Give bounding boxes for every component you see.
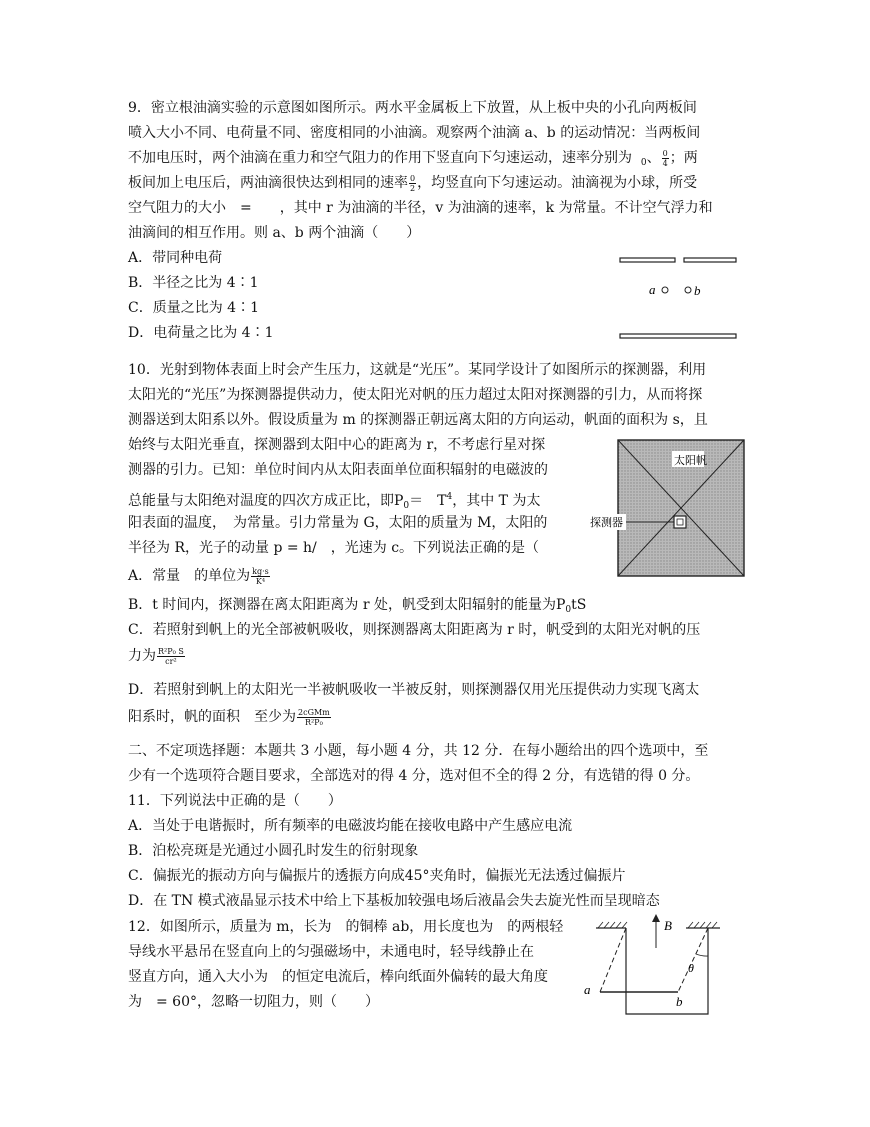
q10-line-7: 阳表面的温度， 为常量。引力常量为 G，太阳的质量为 M，太阳的: [128, 515, 548, 531]
lower-plate: [620, 334, 736, 338]
q9-v0: $_0$、 $\frac{0}{4}$: [640, 148, 668, 168]
q10-option-a-text: A．常量 的单位为: [128, 568, 251, 584]
q10-option-b-sub: 0: [565, 605, 572, 615]
q9-line-3-text: 不加电压时，两个油滴在重力和空气阻力的作用下竖直向下匀速运动，速率分别为: [128, 150, 632, 166]
probe-box: [674, 516, 686, 528]
q10-line-3: 测器送到太阳系以外。假设质量为 m 的探测器正朝远离太阳的方向运动，帆面的面积为 s，且: [128, 412, 708, 428]
q10-sigma-t: ＝ T: [409, 493, 447, 509]
left-wire-deflected: [600, 928, 626, 992]
q9-option-b: B．半径之比为 4∶1: [128, 275, 259, 291]
q9-option-a: A．带同种电荷: [128, 250, 223, 266]
right-wire-deflected: [678, 928, 708, 992]
q9-line-5: 空气阻力的大小 = ，其中 r 为油滴的半径，v 为油滴的速率，k 为常量。不计空气浮力和: [128, 200, 713, 216]
q9-line-4: [128, 173, 743, 193]
droplet-b: [685, 287, 691, 293]
rod-end-a: a: [584, 982, 591, 997]
q10-line-1: 10．光射到物体表面上时会产生压力，这就是“光压”。某同学设计了如图所示的探测器，利用: [128, 362, 707, 378]
q10-option-c-frac: $\frac{\text{R²P₀ S}}{\text{cr²}}$: [158, 646, 184, 666]
q11-option-c: C．偏振光的振动方向与偏振片的透振方向成45°夹角时，偏振光无法透过偏振片: [128, 868, 626, 884]
q10-line-6-tail: ，其中 T 为太: [452, 493, 541, 509]
q10-option-b-text: B．t 时间内，探测器在离太阳距离为 r 处，帆受到太阳辐射的能量为P: [128, 597, 566, 613]
section2-line-1: 二、不定项选择题：本题共 3 小题，每小题 4 分，共 12 分．在每小题给出的四个选项中，至: [128, 743, 709, 759]
q9-rate-sep: ；两: [669, 150, 698, 166]
q10-option-c-line-1: C．若照射到帆上的光全部被帆吸收，则探测器离太阳距离为 r 时，帆受到的太阳光对帆的压: [128, 622, 701, 638]
q10-option-c-line-2: [128, 646, 186, 666]
q10-p0-sub: 0: [403, 501, 410, 511]
q10-t4-sup: 4: [446, 492, 453, 502]
q9-line-4-tail: ，均竖直向下匀速运动。油滴视为小球，所受: [417, 175, 698, 191]
wire-frame: [626, 928, 708, 1014]
q11-option-b: B．泊松亮斑是光通过小圆孔时发生的衍射现象: [128, 843, 419, 859]
q10-line-2: 太阳光的“光压”为探测器提供动力，使太阳光对帆的压力超过太阳对探测器的引力，从而将探: [128, 387, 703, 403]
theta-arc: [696, 954, 708, 956]
q9-line-3: [128, 148, 743, 173]
q10-option-d-line-1: D．若照射到帆上的太阳光一半被帆吸收一半被反射，则探测器仅用光压提供动力实现飞离太: [128, 682, 700, 698]
q12-line-4: 为 = 60°，忽略一切阻力，则（ ）: [128, 994, 379, 1010]
q9-v0-sub: 0: [640, 158, 647, 168]
q10-line-6: [128, 487, 583, 516]
q10-line-5: 测器的引力。已知：单位时间内从太阳表面单位面积辐射的电磁波的: [128, 462, 548, 478]
sail-label: 太阳帆: [674, 454, 707, 467]
upper-plate-right: [684, 258, 736, 262]
q9-line-1: 9．密立根油滴实验的示意图如图所示。两水平金属板上下放置，从上板中央的小孔向两板间: [128, 100, 697, 116]
q9-option-d: D．电荷量之比为 4∶1: [128, 325, 274, 341]
label-a: a: [649, 282, 656, 297]
q10-line-4: 始终与太阳光垂直，探测器到太阳中心的距离为 r，不考虑行星对探: [128, 437, 546, 453]
q12-line-3: 竖直方向，通入大小为 的恒定电流后，棒向纸面外偏转的最大角度: [128, 969, 548, 985]
theta-label: θ: [688, 961, 694, 975]
q11-stem: 11．下列说法中正确的是（ ）: [128, 793, 342, 809]
q12-line-2: 导线水平悬吊在竖直向上的匀强磁场中，未通电时，轻导线静止在: [128, 944, 534, 960]
b-label: B: [664, 918, 672, 933]
q9-frac-v0-over-4: $\frac{0}{4}$: [662, 148, 668, 168]
q11-option-a: A．当处于电谐振时，所有频率的电磁波均能在接收电路中产生感应电流: [128, 818, 573, 834]
q10-option-c-text: 力为: [128, 648, 156, 664]
q9-option-c: C．质量之比为 4∶1: [128, 300, 259, 316]
left-ceiling-hatch: [598, 922, 627, 928]
rod-end-b: b: [676, 994, 683, 1009]
q10-line-8: 半径为 R，光子的动量 p = h/ ，光速为 c。下列说法正确的是（: [128, 540, 540, 556]
copper-rod-figure: [578, 912, 738, 1020]
solar-sail-figure: [588, 434, 748, 580]
q9-plates-figure: [612, 252, 747, 347]
q9-line-4-text: 板间加上电压后，两油滴很快达到相同的速率: [128, 175, 408, 191]
right-ceiling-hatch: [688, 922, 717, 928]
q10-option-b: [128, 595, 586, 620]
q10-option-b-tail: tS: [571, 597, 587, 613]
q12-line-1: 12．如图所示，质量为 m，长为 的铜棒 ab，用长度也为 的两根轻: [128, 919, 564, 935]
q10-option-d-text: 阳系时，帆的面积 至少为: [128, 709, 296, 725]
label-b: b: [694, 283, 701, 298]
q10-line-6-text: 总能量与太阳绝对温度的四次方成正比，即P: [128, 493, 404, 509]
droplet-a: [662, 287, 668, 293]
q9-line-2: 喷入大小不同、电荷量不同、密度相同的小油滴。观察两个油滴 a、b 的运动情况：当两板间: [128, 125, 701, 141]
probe-label: 探测器: [590, 516, 623, 529]
q10-option-d-line-2: [128, 707, 332, 727]
upper-plate-left: [620, 258, 675, 262]
q11-option-d: D．在 TN 模式液晶显示技术中给上下基板加较强电场后液晶会失去旋光性而呈现暗态: [128, 893, 660, 909]
q10-option-a: [128, 566, 271, 586]
q9-frac-v0-over-2: $\frac{0}{2}$: [410, 173, 416, 193]
q9-line-6: 油滴间的相互作用。则 a、b 两个油滴（ ）: [128, 225, 421, 241]
q10-option-d-frac: $\frac{\text{2cGMm}}{\text{R²P₀}}$: [298, 707, 330, 727]
b-field-arrowhead: [652, 914, 660, 922]
q10-option-a-frac: $\frac{kg\cdot s}{\text{K⁴}}$: [252, 566, 269, 586]
section2-line-2: 少有一个选项符合题目要求，全部选对的得 4 分，选对但不全的得 2 分，有选错的得 0 分。: [128, 768, 700, 784]
